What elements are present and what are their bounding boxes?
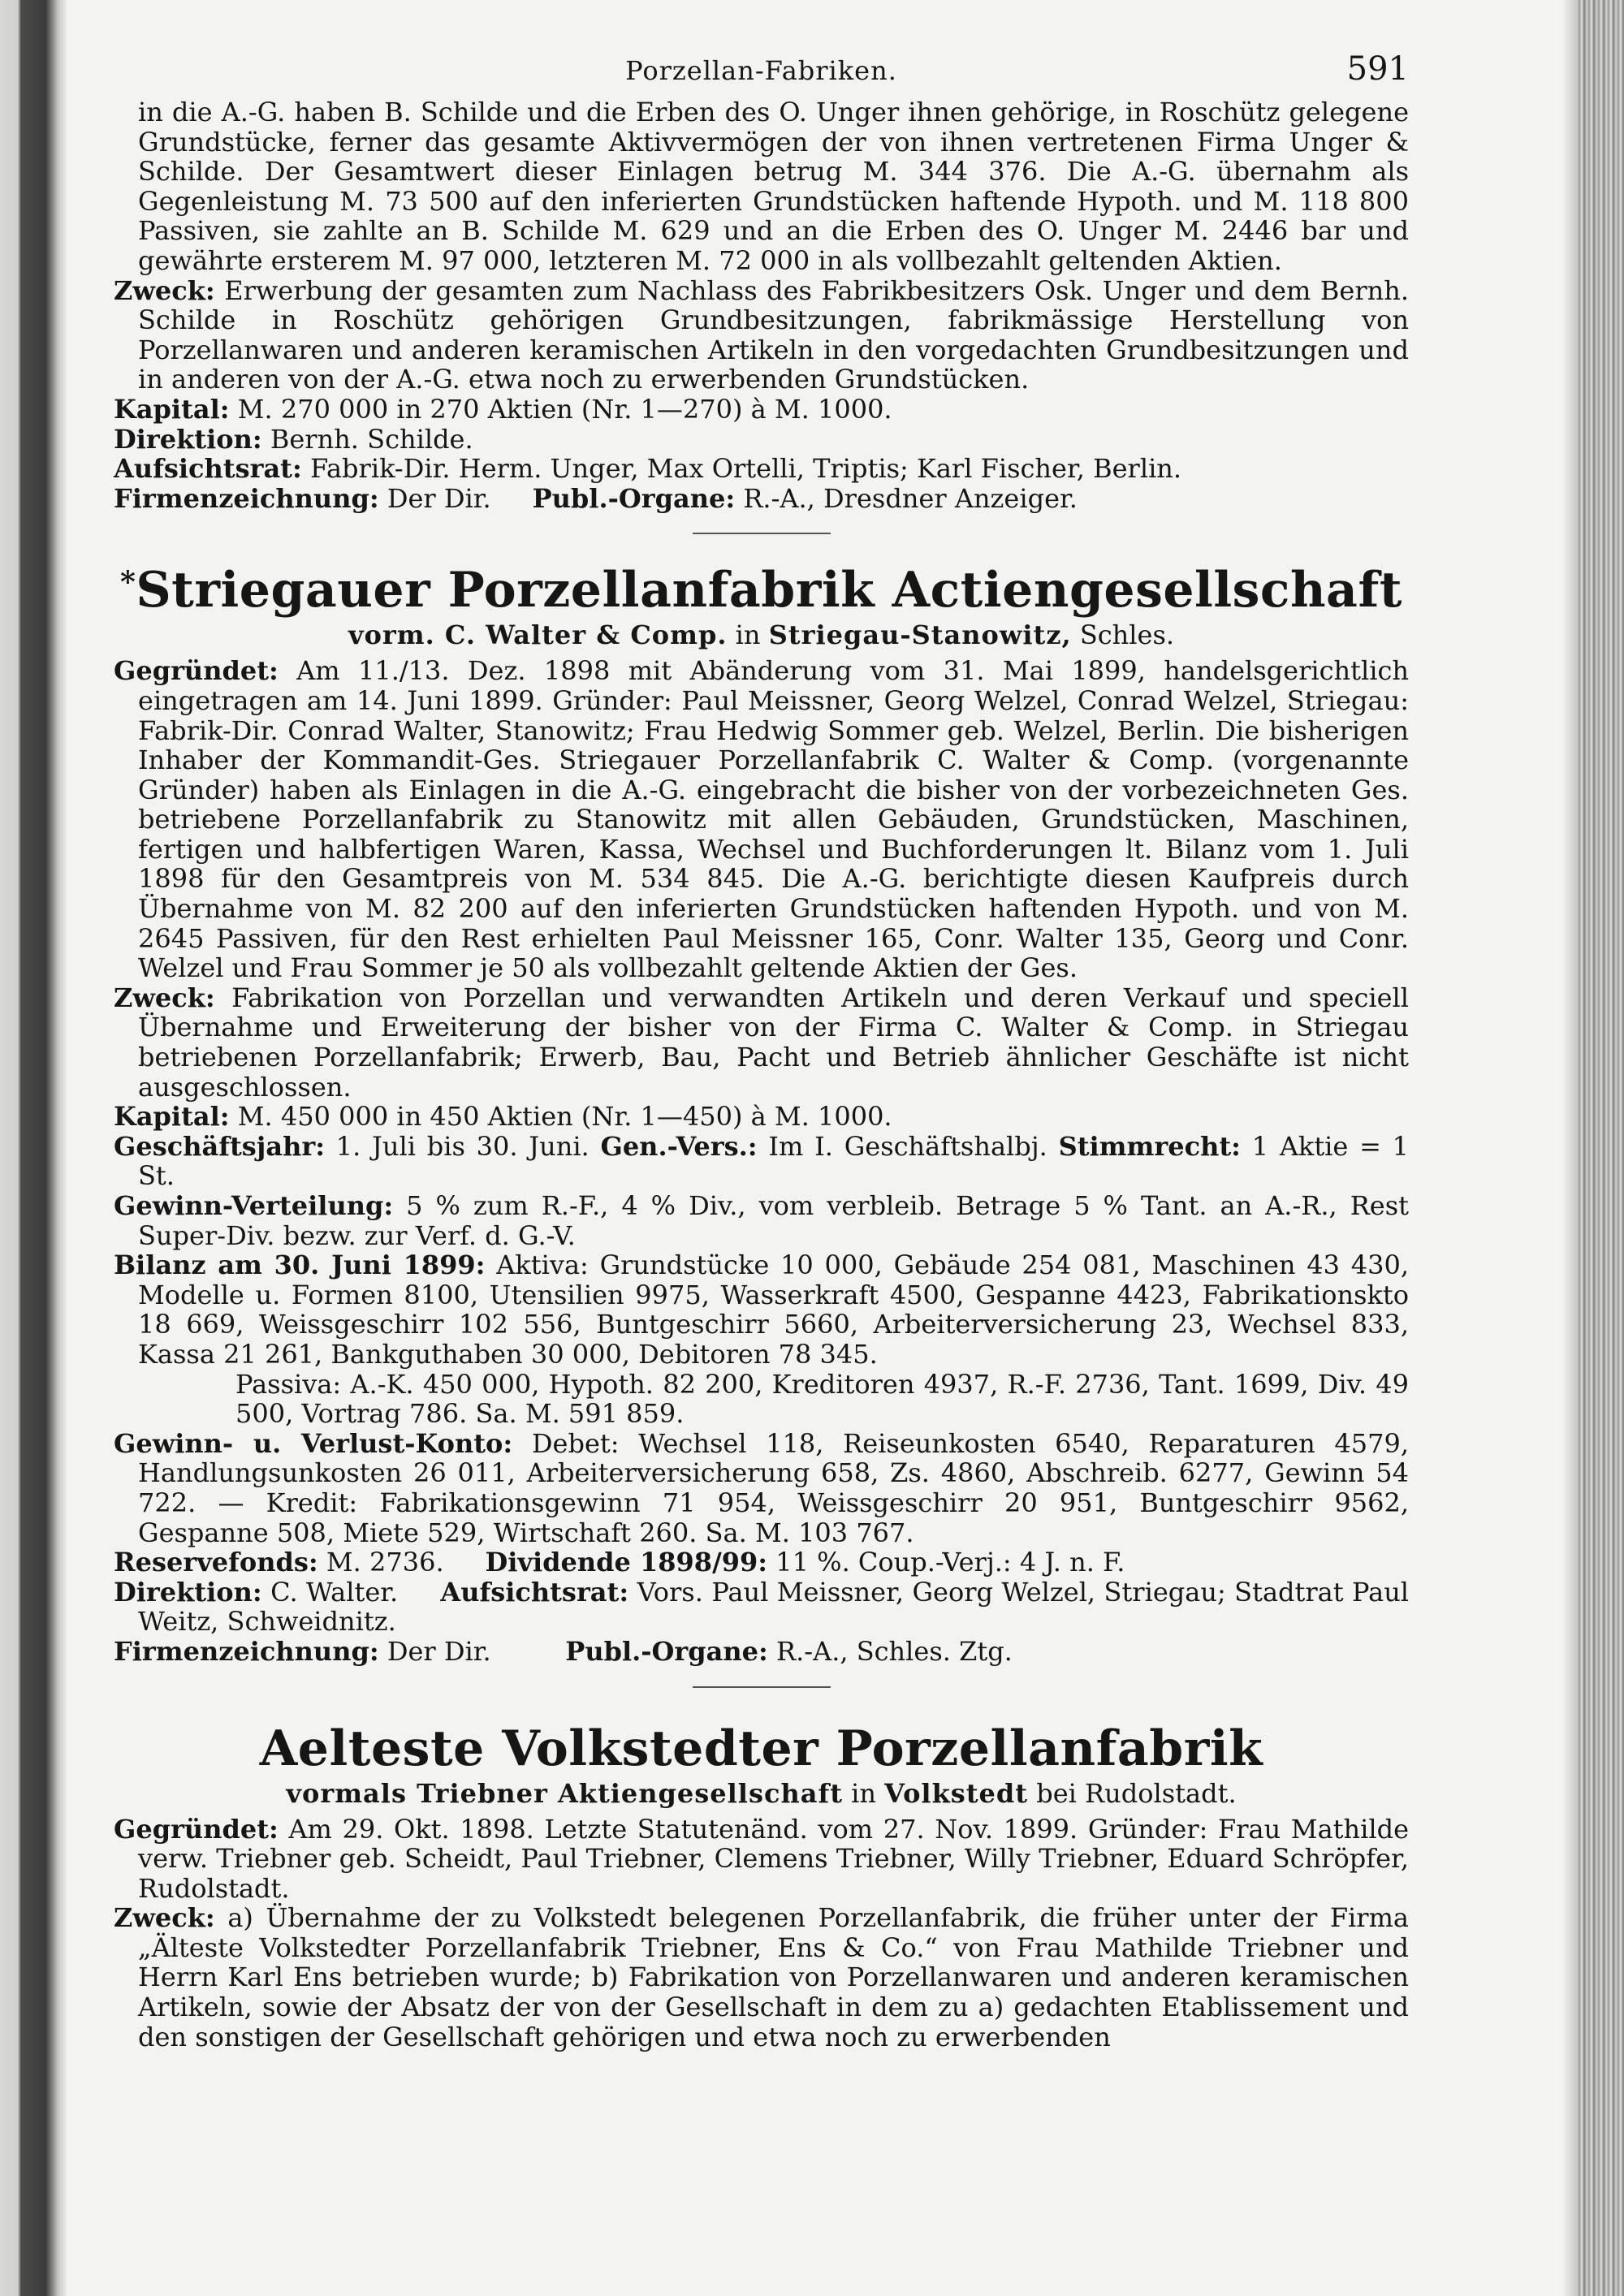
value: Aktiva: Grundstücke 10 000, Gebäude 254 081, Maschinen 43 430, Modelle u. Formen 8100, Utensilien 9975, Wasserkraft 4500, Gespanne 4423, Fabrikationskto 18 669, Weissgeschirr 102 556, Buntgeschirr 5660, Arbeiterversicherung 23, Wechsel 833, Kassa 21 261, Bankguthaben 30 000, Debitoren 78 345. xyxy=(138,1249,1410,1370)
value: 1 Aktie = 1 St. xyxy=(138,1130,1410,1192)
label: Kapital: xyxy=(114,393,230,425)
value: 1. Juli bis 30. Juni. xyxy=(335,1130,590,1162)
company-subtitle xyxy=(114,619,1409,651)
entry-gegruendet xyxy=(114,1815,1409,1904)
value: Bernh. Schilde. xyxy=(270,423,473,455)
entry-bilanz xyxy=(114,1250,1409,1369)
location: Striegau-Stanowitz, xyxy=(768,619,1072,651)
former-name: vormals Triebner Aktiengesellschaft xyxy=(286,1777,843,1809)
section-volkstedter xyxy=(114,1815,1409,2052)
value: Erwerbung der gesamten zum Nachlass des Fabrikbesitzers Osk. Unger und dem Bernh. Schilde in Roschütz gehörigen Grundbesitzungen, fabrikmässige Herstellung von Porzellanwaren und anderen keramischen Artikeln in den vorgedachten Grundbesitzungen und in anderen von der A.-G. etwa noch zu erwerbenden Grundstücken. xyxy=(138,274,1410,395)
label: Direktion: xyxy=(114,423,262,455)
entry-zweck xyxy=(114,983,1409,1102)
label: Gen.-Vers.: xyxy=(600,1130,758,1162)
label: Publ.-Organe: xyxy=(565,1635,768,1667)
label: Kapital: xyxy=(114,1101,230,1133)
label: Zweck: xyxy=(114,982,215,1013)
entry-firmenzeichnung xyxy=(114,1637,1409,1667)
company-name: Striegauer Porzellanfabrik Actiengesellschaft xyxy=(136,562,1402,619)
entry-gewinn-verteilung xyxy=(114,1191,1409,1250)
value: Im I. Geschäftshalbj. xyxy=(768,1130,1047,1162)
label: Reservefonds: xyxy=(114,1547,318,1578)
company-title-striegauer xyxy=(114,554,1409,619)
former-name: vorm. C. Walter & Comp. xyxy=(348,619,728,651)
value: Vors. Paul Meissner, Georg Welzel, Striegau; Stadtrat Paul Weitz, Schweidnitz. xyxy=(138,1576,1410,1638)
page-number: 591 xyxy=(1346,50,1409,88)
label: Geschäftsjahr: xyxy=(114,1130,325,1162)
entry-kapital xyxy=(114,1102,1409,1132)
section-roschuetz-continuation xyxy=(114,97,1409,513)
value: 11 %. Coup.-Verj.: 4 J. n. F. xyxy=(775,1547,1125,1578)
entry-geschaeftsjahr xyxy=(114,1132,1409,1191)
entry-reservefonds xyxy=(114,1547,1409,1577)
paragraph: in die A.-G. haben B. Schilde und die Erben des O. Unger ihnen gehörige, in Roschütz gelegene Grundstücke, ferner das gesamte Aktivvermögen der von ihnen vertretenen Firma Unger & Schilde. Der Gesamtwert dieser Einlagen betrug M. 344 376. Die A.-G. übernahm als Gegenleistung M. 73 500 auf den inferierten Grundstücken haftende Hypoth. und M. 118 800 Passiven, sie zahlte an B. Schilde M. 629 und an die Erben des O. Unger M. 2446 bar und gewährte ersterem M. 97 000, letzteren M. 72 000 in als vollbezahlt geltenden Aktien. xyxy=(138,97,1409,276)
value: Am 11./13. Dez. 1898 mit Abänderung vom 31. Mai 1899, handelsgerichtlich eingetragen am 14. Juni 1899. Gründer: Paul Meissner, Georg Welzel, Conrad Welzel, Striegau: Fabrik-Dir. Conrad Walter, Stanowitz; Frau Hedwig Sommer geb. Welzel, Berlin. Die bisherigen Inhaber der Kommandit-Ges. Striegauer Porzellanfabrik C. Walter & Comp. (vorgenannte Gründer) haben als Einlagen in die A.-G. eingebracht die bisher von der vorbezeichneten Ges. betriebene Porzellanfabrik zu Stanowitz mit allen Gebäuden, Grundstücken, Maschinen, fertigen und halbfertigen Waren, Kassa, Wechsel und Buchforderungen lt. Bilanz vom 1. Juli 1898 für den Gesamtpreis von M. 534 845. Die A.-G. berichtigte diesen Kaufpreis durch Übernahme von M. 82 200 auf den inferierten Grundstücken haftenden Hypoth. und von M. 2645 Passiven, für den Rest erhielten Paul Meissner 165, Conr. Walter 135, Georg und Conr. Welzel und Frau Sommer je 50 als vollbezahlt geltende Aktien der Ges. xyxy=(138,655,1410,984)
value: C. Walter. xyxy=(270,1576,399,1608)
entry-zweck xyxy=(114,276,1409,395)
entry-passiva: Passiva: A.-K. 450 000, Hypoth. 82 200, Kreditoren 4937, R.-F. 2736, Tant. 1699, Div. 49 500, Vortrag 786. Sa. M. 591 859. xyxy=(235,1368,1409,1430)
value: Debet: Wechsel 118, Reiseunkosten 6540, Reparaturen 4579, Handlungsunkosten 26 011, Arbeiterversicherung 658, Zs. 4860, Abschreib. 6277, Gewinn 54 722. — Kredit: Fabrikationsgewinn 71 954, Weissgeschirr 20 951, Buntgeschirr 9562, Gespanne 508, Miete 529, Wirtschaft 260. Sa. M. 103 767. xyxy=(138,1427,1410,1548)
label: Aufsichtsrat: xyxy=(114,453,302,485)
value: Der Dir. xyxy=(387,482,491,514)
label: Firmenzeichnung: xyxy=(114,482,379,514)
label: Dividende 1898/99: xyxy=(485,1547,768,1578)
scan-page-edge-right xyxy=(1577,0,1624,2296)
scan-binding-edge-left xyxy=(0,0,67,2296)
value: 5 % zum R.-F., 4 % Div., vom verbleib. Betrage 5 % Tant. an A.-R., Rest Super-Div. bezw. zur Verf. d. G.-V. xyxy=(138,1190,1410,1251)
value: M. 270 000 in 270 Aktien (Nr. 1—270) à M. 1000. xyxy=(237,393,892,425)
label: Gewinn-Verteilung: xyxy=(114,1190,394,1221)
label: Gewinn- u. Verlust-Konto: xyxy=(114,1427,513,1459)
running-title: Porzellan-Fabriken. xyxy=(625,55,897,86)
value: Der Dir. xyxy=(387,1635,491,1667)
entry-gegruendet xyxy=(114,656,1409,983)
entry-firmenzeichnung xyxy=(114,484,1409,514)
label: Zweck: xyxy=(114,1902,215,1934)
entry-direktion xyxy=(114,425,1409,455)
label: Firmenzeichnung: xyxy=(114,1635,379,1667)
value: Fabrikation von Porzellan und verwandten Artikeln und deren Verkauf und speciell Übernahme und Erweiterung der bisher von der Firma C. Walter & Comp. in Striegau betriebenen Porzellanfabrik; Erwerb, Bau, Pacht und Betrieb ähnlicher Geschäfte ist nicht ausgeschlossen. xyxy=(138,982,1410,1103)
asterisk-mark: * xyxy=(120,565,136,600)
value: Fabrik-Dir. Herm. Unger, Max Ortelli, Triptis; Karl Fischer, Berlin. xyxy=(309,453,1182,485)
section-divider xyxy=(693,1686,831,1688)
value: Am 29. Okt. 1898. Letzte Statutenänd. vom 27. Nov. 1899. Gründer: Frau Mathilde verw. Triebner geb. Scheidt, Paul Triebner, Clemens Triebner, Willy Triebner, Eduard Schröpfer, Rudolstadt. xyxy=(138,1813,1410,1904)
region: bei Rudolstadt. xyxy=(1036,1777,1237,1809)
location: Volkstedt xyxy=(884,1777,1029,1809)
entry-kapital xyxy=(114,395,1409,425)
value: R.-A., Dresdner Anzeiger. xyxy=(743,482,1078,514)
subtitle-word: in xyxy=(851,1777,876,1809)
label: Direktion: xyxy=(114,1576,262,1608)
label: Stimmrecht: xyxy=(1058,1130,1241,1162)
value: R.-A., Schles. Ztg. xyxy=(776,1635,1013,1667)
running-header xyxy=(114,49,1409,97)
label: Publ.-Organe: xyxy=(532,482,736,514)
label: Gegründet: xyxy=(114,1813,279,1845)
label: Aufsichtsrat: xyxy=(440,1576,629,1608)
entry-zweck xyxy=(114,1903,1409,2052)
subtitle-word: in xyxy=(735,619,761,651)
region: Schles. xyxy=(1079,619,1175,651)
entry-aufsichtsrat xyxy=(114,454,1409,484)
entry-gewinn-verlust xyxy=(114,1429,1409,1547)
company-title-volkstedter: Aelteste Volkstedter Porzellanfabrik xyxy=(259,1720,1263,1777)
label: Zweck: xyxy=(114,274,215,306)
value: a) Übernahme der zu Volkstedt belegenen Porzellanfabrik, die früher unter der Firma „Älteste Volkstedter Porzellanfabrik Triebner, Ens & Co.“ von Frau Mathilde Triebner und Herrn Karl Ens betrieben wurde; b) Fabrikation von Porzellanwaren und anderen keramischen Artikeln, sowie der Absatz der von der Gesellschaft in dem zu a) gedachten Etablissement und den sonstigen der Gesellschaft gehörigen und etwa noch zu erwerbenden xyxy=(138,1902,1410,2052)
company-subtitle xyxy=(114,1777,1409,1810)
entry-direktion xyxy=(114,1577,1409,1637)
section-striegauer xyxy=(114,656,1409,1666)
section-divider xyxy=(693,533,831,534)
value: M. 450 000 in 450 Aktien (Nr. 1—450) à M. 1000. xyxy=(237,1101,892,1133)
label: Bilanz am 30. Juni 1899: xyxy=(114,1249,486,1281)
page xyxy=(114,49,1409,2052)
value: M. 2736. xyxy=(326,1547,444,1578)
label: Gegründet: xyxy=(114,655,279,687)
